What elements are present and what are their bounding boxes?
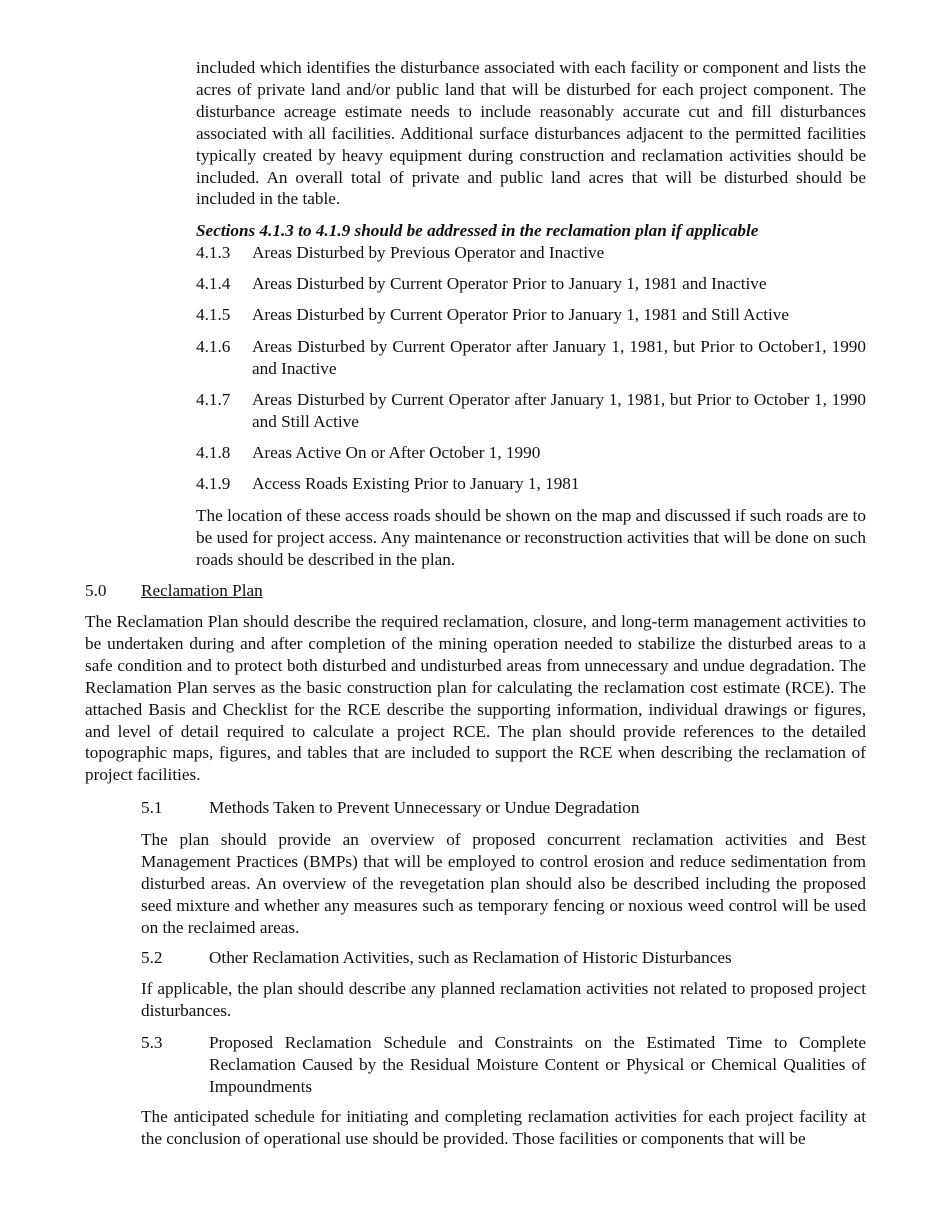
section-title: Proposed Reclamation Schedule and Constraints on the Estimated Time to Complete Reclamation Caused by the Residual Moisture Content or Physical or Chemical Qualities of Impoundments (209, 1033, 866, 1096)
section-number: 5.3 (141, 1033, 163, 1052)
subsection-title: Areas Disturbed by Previous Operator and Inactive (252, 243, 605, 262)
subsection-title: Areas Disturbed by Current Operator Prior to January 1, 1981 and Still Active (252, 305, 789, 324)
section-number: 5.0 (85, 581, 107, 600)
access-roads-paragraph: The location of these access roads should be shown on the map and discussed if such roads are to be used for project access. Any maintenance or reconstruction activities that will be done on such roads should be described in the plan. (196, 506, 866, 569)
section-5-3-heading (141, 1032, 866, 1098)
subsection-4-1-6 (196, 336, 866, 380)
subsection-title: Areas Active On or After October 1, 1990 (252, 443, 541, 462)
subsection-title: Access Roads Existing Prior to January 1, 1981 (252, 474, 580, 493)
subsection-4-1-7 (196, 389, 866, 433)
section-number: 5.2 (141, 948, 163, 967)
section-title: Other Reclamation Activities, such as Reclamation of Historic Disturbances (209, 948, 732, 967)
section-number: 5.1 (141, 798, 163, 817)
section-5-2-heading (141, 947, 866, 969)
section-title: Reclamation Plan (141, 581, 263, 600)
section-title: Methods Taken to Prevent Unnecessary or Undue Degradation (209, 798, 640, 817)
section-5-0-heading (85, 580, 866, 602)
subsection-number: 4.1.9 (196, 474, 231, 493)
section-5-3-paragraph: The anticipated schedule for initiating and completing reclamation activities for each project facility at the conclusion of operational use should be provided. Those facilities or components that will be (141, 1107, 866, 1148)
subsection-4-1-5 (196, 304, 866, 326)
subsection-title: Areas Disturbed by Current Operator Prior to January 1, 1981 and Inactive (252, 274, 767, 293)
intro-paragraph: included which identifies the disturbance associated with each facility or component and lists the acres of private land and/or public land that will be disturbed for each project component. The disturbance acreage estimate needs to include reasonably accurate cut and fill disturbances associated with all facilities. Additional surface disturbances adjacent to the permitted facilities typically created by heavy equipment during construction and reclamation activities should be included. An overall total of private and public land acres that will be disturbed should be included in the table. (196, 58, 866, 209)
section-5-1-paragraph: The plan should provide an overview of proposed concurrent reclamation activities and Best Management Practices (BMPs) that will be employed to control erosion and reduce sedimentation from disturbed areas. An overview of the revegetation plan should also be described including the proposed seed mixture and whether any measures such as temporary fencing or noxious weed control will be used on the reclaimed areas. (141, 830, 866, 937)
subsection-number: 4.1.4 (196, 274, 231, 293)
subsection-number: 4.1.5 (196, 305, 231, 324)
subsection-number: 4.1.6 (196, 337, 231, 356)
section-5-2-paragraph: If applicable, the plan should describe any planned reclamation activities not related to proposed project disturbances. (141, 979, 866, 1020)
subsection-title: Areas Disturbed by Current Operator after January 1, 1981, but Prior to October1, 1990 and Inactive (252, 337, 866, 378)
subsection-number: 4.1.8 (196, 443, 231, 462)
subsection-4-1-4 (196, 273, 866, 295)
subsection-number: 4.1.7 (196, 390, 231, 409)
reclamation-plan-paragraph: The Reclamation Plan should describe the required reclamation, closure, and long-term management activities to be undertaken during and after completion of the mining operation needed to stabilize the disturbed areas to a safe condition and to protect both disturbed and undisturbed areas from unnecessary and undue degradation. The Reclamation Plan serves as the basic construction plan for calculating the reclamation cost estimate (RCE). The attached Basis and Checklist for the RCE describe the supporting information, individual drawings or figures, and level of detail required to calculate a project RCE. The plan should provide references to the detailed topographic maps, figures, and tables that are included to support the RCE when describing the reclamation of project facilities. (85, 612, 866, 785)
section-5-1-heading (141, 797, 866, 819)
subsection-4-1-8 (196, 442, 866, 464)
subsection-number: 4.1.3 (196, 243, 231, 262)
subsection-4-1-9 (196, 473, 866, 495)
subsection-4-1-3 (196, 242, 866, 264)
sections-note: Sections 4.1.3 to 4.1.9 should be addressed in the reclamation plan if applicable (196, 221, 759, 240)
subsection-title: Areas Disturbed by Current Operator after January 1, 1981, but Prior to October 1, 1990 and Still Active (252, 390, 866, 431)
